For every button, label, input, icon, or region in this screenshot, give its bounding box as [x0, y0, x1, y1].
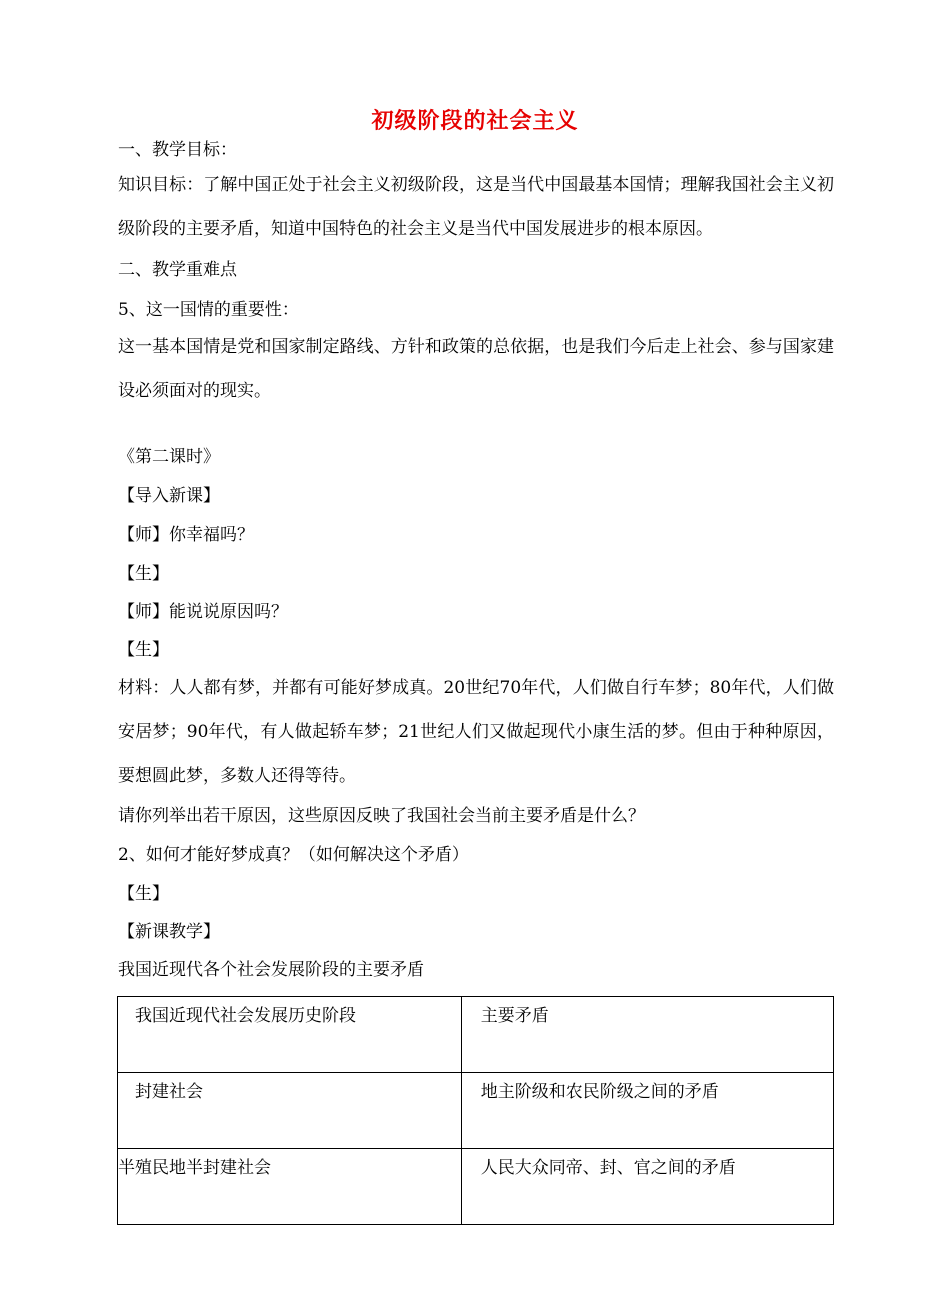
- table-cell-stage: 半殖民地半封建社会: [118, 1149, 462, 1225]
- student-response-2: 【生】: [118, 640, 169, 660]
- teacher-question-2: 【师】能说说原因吗？: [118, 602, 288, 622]
- table-header-contradiction: 主要矛盾: [461, 997, 833, 1073]
- table-cell-contradiction: 人民大众同帝、封、官之间的矛盾: [461, 1149, 833, 1225]
- new-lesson-heading: 【新课教学】: [118, 922, 220, 942]
- student-response-3: 【生】: [118, 884, 169, 904]
- document-title: 初级阶段的社会主义: [371, 109, 579, 134]
- knowledge-goal: 知识目标：了解中国正处于社会主义初级阶段，这是当代中国最基本国情；理解我国社会主义初级阶段的主要矛盾，知道中国特色的社会主义是当代中国发展进步的根本原因。: [118, 175, 834, 239]
- key-points-heading: 二、教学重难点: [118, 260, 237, 280]
- question-1: 请你列举出若干原因，这些原因反映了我国社会当前主要矛盾是什么？: [118, 806, 645, 826]
- teacher-question-1: 【师】你幸福吗？: [118, 525, 254, 545]
- question-2: 2、如何才能好梦成真？（如何解决这个矛盾）: [118, 845, 469, 865]
- table-header-row: [118, 997, 834, 1073]
- table-row: [118, 1149, 834, 1225]
- table-caption: 我国近现代各个社会发展阶段的主要矛盾: [118, 960, 424, 980]
- table-row: [118, 1073, 834, 1149]
- contradictions-table: [117, 996, 834, 1225]
- importance-heading: 5、这一国情的重要性：: [118, 300, 299, 320]
- intro-heading: 【导入新课】: [118, 486, 220, 506]
- goal-heading: 一、教学目标：: [118, 140, 237, 160]
- student-response-1: 【生】: [118, 564, 169, 584]
- table-cell-contradiction: 地主阶级和农民阶级之间的矛盾: [461, 1073, 833, 1149]
- table-header-stage: 我国近现代社会发展历史阶段: [118, 997, 462, 1073]
- table-cell-stage: 封建社会: [118, 1073, 462, 1149]
- importance-text: 这一基本国情是党和国家制定路线、方针和政策的总依据，也是我们今后走上社会、参与国家建设必须面对的现实。: [118, 337, 834, 401]
- material-text: 材料：人人都有梦，并都有可能好梦成真。20世纪70年代，人们做自行车梦；80年代，人们做安居梦；90年代，有人做起轿车梦；21世纪人们又做起现代小康生活的梦。但由于种种原因，要想圆此梦，多数人还得等待。: [118, 678, 834, 786]
- lesson-two-label: 《第二课时》: [118, 447, 220, 467]
